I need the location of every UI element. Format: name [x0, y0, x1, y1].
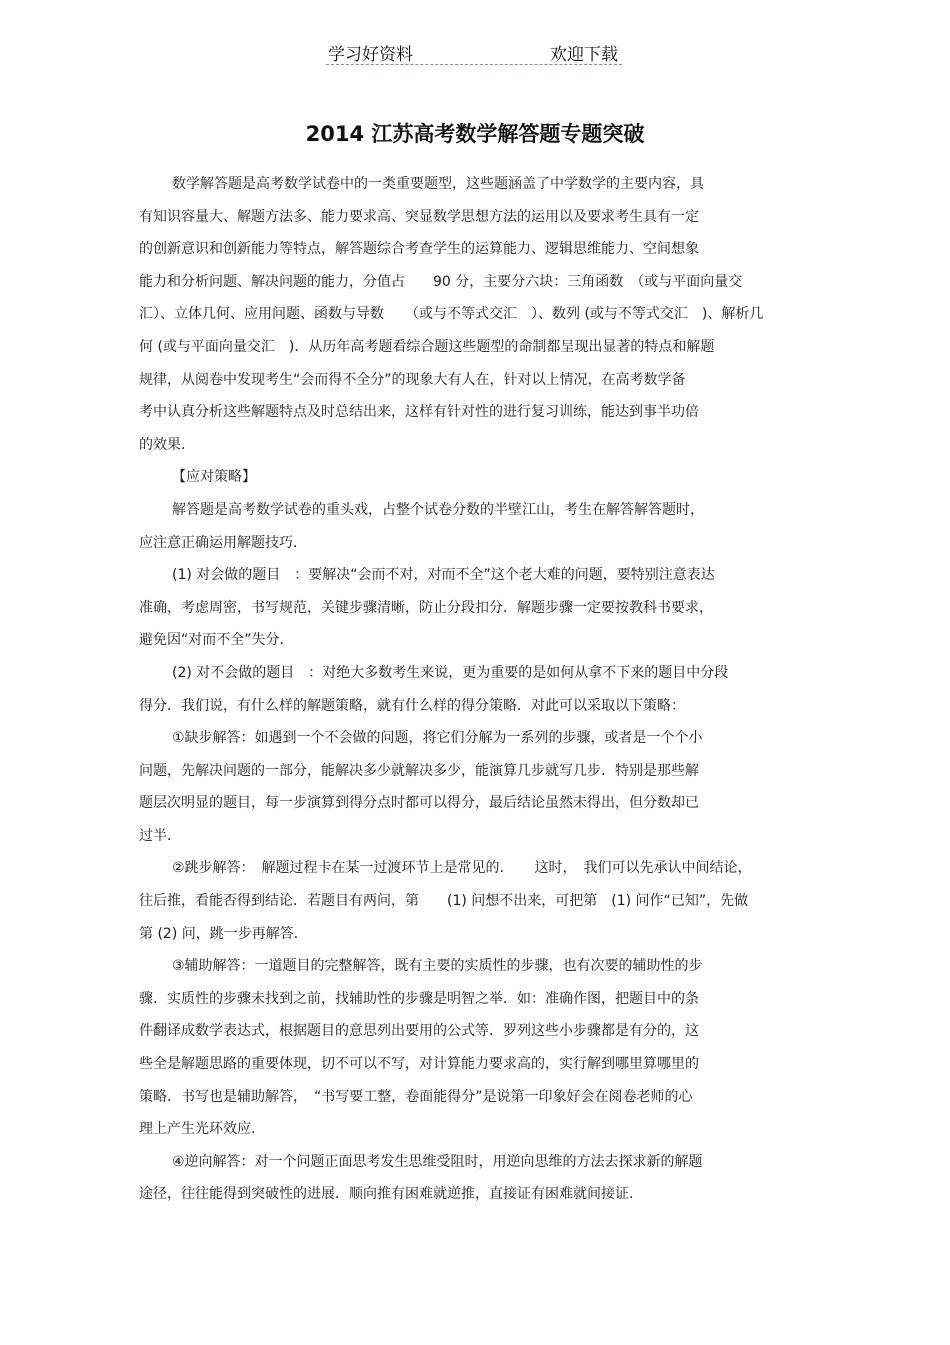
text-line: 第 (2) 问，跳一步再解答． [139, 925, 308, 942]
text-line: ①缺步解答：如遇到一个不会做的问题，将它们分解为一系列的步骤，或者是一个个小 [172, 730, 703, 747]
text-line: 考中认真分析这些解题特点及时总结出来，这样有针对性的进行复习训练，能达到事半功倍 [139, 404, 699, 421]
text-line: 规律，从阅卷中发现考生“会而得不全分”的现象大有人在，针对以上情况，在高考数学备 [139, 371, 686, 388]
text-line: 【应对策略】 [172, 469, 256, 486]
text-line: 准确，考虑周密，书写规范，关键步骤清晰，防止分段扣分．解题步骤一定要按教科书要求， [139, 599, 713, 616]
text-line: 问题，先解决问题的一部分，能解决多少就解决多少，能演算几步就写几步．特别是那些解 [139, 762, 699, 779]
text-line: (1) 对会做的题目 ：要解决“会而不对，对而不全”这个老大难的问题，要特别注意表达 [172, 567, 715, 584]
text-line: 汇）、立体几何、应用问题、函数与导数 （或与不等式交汇 ）、数列 (或与不等式交汇 )、解析几 [139, 306, 764, 323]
text-line: (2) 对不会做的题目 ：对绝大多数考生来说，更为重要的是如何从拿不下来的题目中分段 [172, 664, 729, 681]
text-line: ④逆向解答：对一个问题正面思考发生思维受阻时，用逆向思维的方法去探求新的解题 [172, 1153, 703, 1170]
text-line: 题层次明显的题目，每一步演算到得分点时都可以得分，最后结论虽然未得出，但分数却已 [139, 795, 699, 812]
document-body [139, 168, 819, 1211]
text-line: 应注意正确运用解题技巧． [139, 534, 307, 551]
text-line: ②跳步解答： 解题过程卡在某一过渡环节上是常见的． 这时， 我们可以先承认中间结论， [172, 860, 752, 877]
text-line: 理上产生光环效应． [139, 1121, 265, 1138]
text-line: 何 (或与平面向量交汇 )．从历年高考题看综合题这些题型的命制都呈现出显著的特点和解题 [139, 338, 715, 355]
text-line: 往后推，看能否得到结论．若题目有两问，第 (1) 问想不出来，可把第 (1) 问作“已知”，先做 [139, 893, 749, 910]
page-header [326, 40, 622, 65]
text-line: 能力和分析问题、解决问题的能力，分值占 90 分，主要分六块：三角函数 （或与平面向量交 [139, 273, 743, 290]
header-right-text: 欢迎下载 [550, 45, 618, 65]
text-line: 解答题是高考数学试卷的重头戏，占整个试卷分数的半壁江山，考生在解答解答题时， [172, 501, 704, 518]
text-line: 骤．实质性的步骤未找到之前，找辅助性的步骤是明智之举．如：准确作图，把题目中的条 [139, 990, 699, 1007]
text-line: 有知识容量大、解题方法多、能力要求高、突显数学思想方法的运用以及要求考生具有一定 [139, 208, 699, 225]
document-title: 2014 江苏高考数学解答题专题突破 [305, 122, 645, 146]
text-line: 件翻译成数学表达式，根据题目的意思列出要用的公式等．罗列这些小步骤都是有分的，这 [139, 1023, 699, 1040]
text-line: ③辅助解答：一道题目的完整解答，既有主要的实质性的步骤，也有次要的辅助性的步 [172, 958, 703, 975]
text-line: 的创新意识和创新能力等特点，解答题综合考查学生的运算能力、逻辑思维能力、空间想象 [139, 241, 699, 258]
text-line: 的效果． [139, 436, 195, 453]
text-line: 避免因“对而不全”失分． [139, 632, 294, 649]
text-line: 得分．我们说，有什么样的解题策略，就有什么样的得分策略．对此可以采取以下策略： [139, 697, 685, 714]
text-line: 策略．书写也是辅助解答， “书写要工整，卷面能得分”是说第一印象好会在阅卷老师的心 [139, 1088, 693, 1105]
text-line: 数学解答题是高考数学试卷中的一类重要题型，这些题涵盖了中学数学的主要内容，具 [172, 176, 704, 192]
text-line: 过半． [139, 827, 181, 844]
text-line: 些全是解题思路的重要体现，切不可以不写，对计算能力要求高的，实行解到哪里算哪里的 [139, 1056, 699, 1073]
text-line: 途径，往往能得到突破性的进展．顺向推有困难就逆推，直接证有困难就间接证． [139, 1186, 643, 1203]
header-left-text: 学习好资料 [328, 45, 413, 65]
